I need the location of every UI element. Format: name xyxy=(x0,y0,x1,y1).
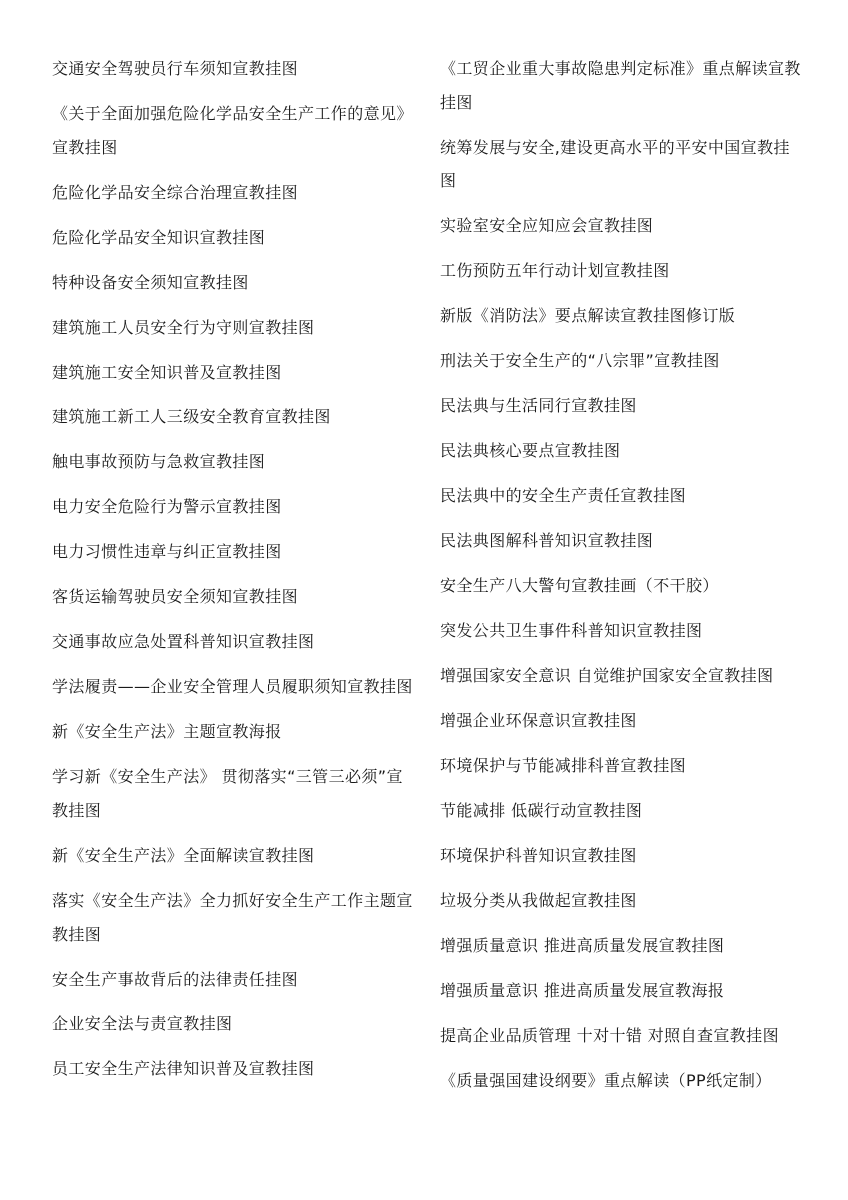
list-item: 工伤预防五年行动计划宣教挂图 xyxy=(440,261,670,281)
list-item: 刑法关于安全生产的“八宗罪”宣教挂图 xyxy=(440,351,720,371)
list-item: 新版《消防法》要点解读宣教挂图修订版 xyxy=(440,306,736,326)
list-item: 《关于全面加强危险化学品安全生产工作的意见》宣教挂图 xyxy=(52,103,413,157)
list-item: 民法典与生活同行宣教挂图 xyxy=(440,396,637,416)
list-item: 垃圾分类从我做起宣教挂图 xyxy=(440,890,637,910)
list-item: 客货运输驾驶员安全须知宣教挂图 xyxy=(52,587,299,607)
list-item: 落实《安全生产法》全力抓好安全生产工作主题宣教挂图 xyxy=(52,890,413,944)
list-item: 增强企业环保意识宣教挂图 xyxy=(440,710,637,730)
list-item: 统筹发展与安全,建设更高水平的平安中国宣教挂图 xyxy=(440,137,790,191)
list-item: 学习新《安全生产法》 贯彻落实“三管三必须”宣教挂图 xyxy=(52,767,403,820)
list-item: 环境保护与节能减排科普宣教挂图 xyxy=(440,755,687,775)
list-item: 增强质量意识 推进高质量发展宣教挂图 xyxy=(440,935,725,955)
list-item: 安全生产八大警句宣教挂画（不干胶） xyxy=(440,576,719,596)
list-item: 《质量强国建设纲要》重点解读（PP纸定制） xyxy=(440,1070,772,1090)
list-item: 员工安全生产法律知识普及宣教挂图 xyxy=(52,1059,315,1079)
list-item: 建筑施工新工人三级安全教育宣教挂图 xyxy=(52,407,331,427)
list-item: 新《安全生产法》全面解读宣教挂图 xyxy=(52,845,315,865)
list-item: 危险化学品安全知识宣教挂图 xyxy=(52,227,266,247)
list-item: 危险化学品安全综合治理宣教挂图 xyxy=(52,182,299,202)
right-column-list xyxy=(440,52,802,1109)
list-item: 民法典中的安全生产责任宣教挂图 xyxy=(440,486,687,506)
left-column-list xyxy=(52,52,414,1097)
list-item: 电力习惯性违章与纠正宣教挂图 xyxy=(52,542,282,562)
list-item: 特种设备安全须知宣教挂图 xyxy=(52,272,249,292)
list-item: 民法典图解科普知识宣教挂图 xyxy=(440,531,654,551)
list-item: 增强质量意识 推进高质量发展宣教海报 xyxy=(440,980,725,1000)
list-item: 建筑施工安全知识普及宣教挂图 xyxy=(52,362,282,382)
list-item: 提高企业品质管理 十对十错 对照自查宣教挂图 xyxy=(440,1025,779,1045)
list-item: 突发公共卫生事件科普知识宣教挂图 xyxy=(440,621,703,641)
list-item: 学法履责——企业安全管理人员履职须知宣教挂图 xyxy=(52,677,413,697)
list-item: 增强国家安全意识 自觉维护国家安全宣教挂图 xyxy=(440,666,774,685)
list-item: 《工贸企业重大事故隐患判定标准》重点解读宣教挂图 xyxy=(440,59,801,112)
list-item: 节能减排 低碳行动宣教挂图 xyxy=(440,800,643,820)
list-item: 民法典核心要点宣教挂图 xyxy=(440,441,621,461)
list-item: 电力安全危险行为警示宣教挂图 xyxy=(52,497,282,517)
list-item: 实验室安全应知应会宣教挂图 xyxy=(440,216,654,236)
list-item: 触电事故预防与急救宣教挂图 xyxy=(52,452,266,472)
list-item: 企业安全法与责宣教挂图 xyxy=(52,1014,233,1034)
list-item: 新《安全生产法》主题宣教海报 xyxy=(52,722,282,742)
list-item: 建筑施工人员安全行为守则宣教挂图 xyxy=(52,317,315,337)
list-item: 环境保护科普知识宣教挂图 xyxy=(440,845,637,865)
list-item: 交通事故应急处置科普知识宣教挂图 xyxy=(52,632,315,652)
list-item: 交通安全驾驶员行车须知宣教挂图 xyxy=(52,59,299,78)
list-item: 安全生产事故背后的法律责任挂图 xyxy=(52,969,299,989)
